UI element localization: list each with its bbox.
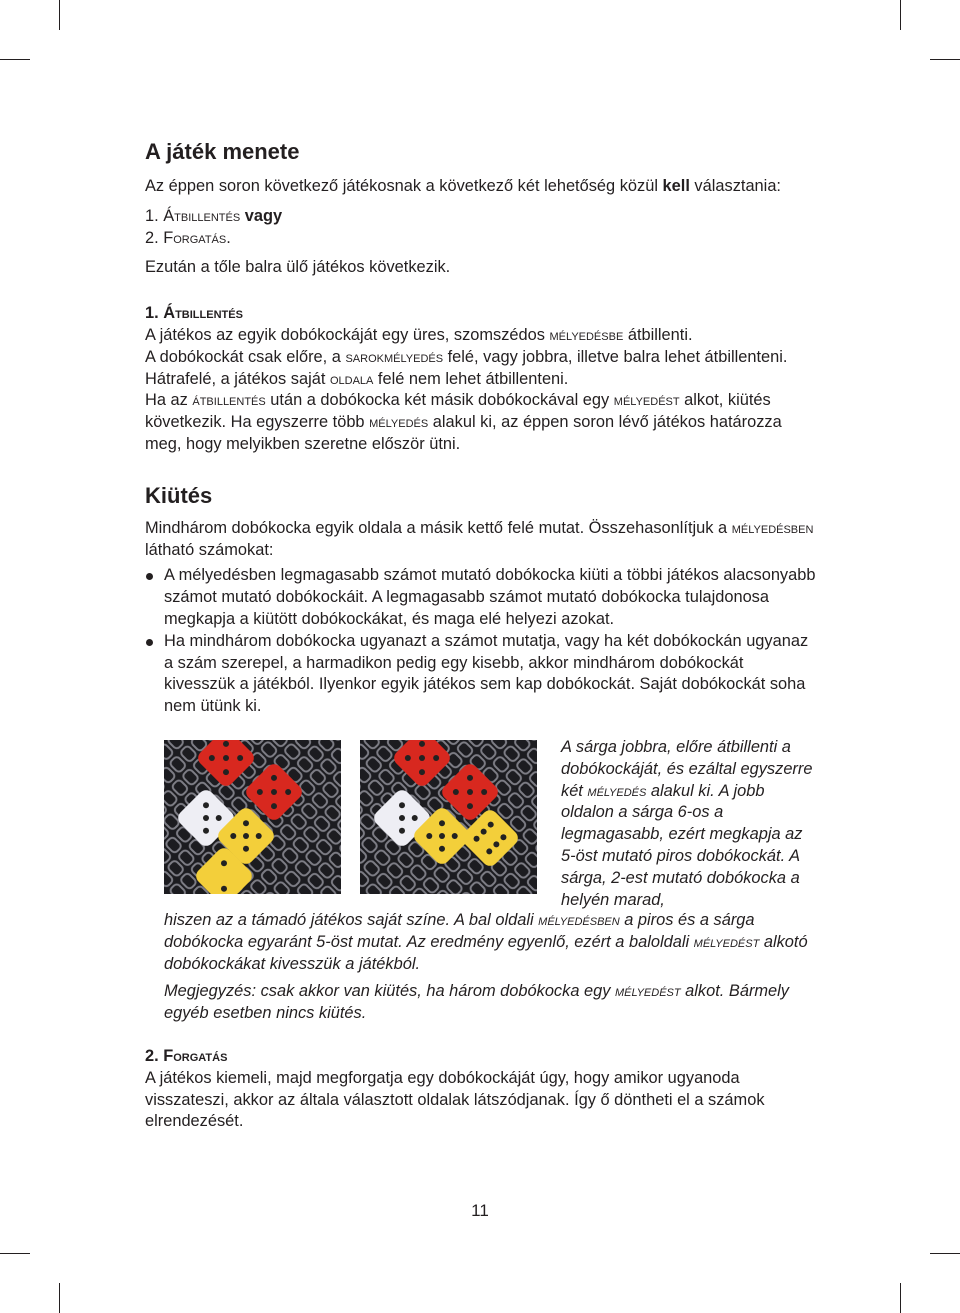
section-2 [145,1046,817,1133]
crop-mark [0,1253,30,1254]
text: 2. [145,228,164,247]
crop-mark [900,1283,901,1313]
term: Átbillentés [163,206,241,225]
text: felé, vagy jobbra, illetve balra lehet átbillenteni. Hátrafelé, a játékos saját [145,347,788,388]
text: választania: [689,177,781,195]
text: után a dobókocka két másik dobókockával egy [265,391,614,410]
section-1-heading [145,303,817,325]
text: alakul ki. A jobb oldalon a sárga 6-os a legmagasabb, ezért megkapja az 5-öst mutató piros dobókockát. A sárga, 2-est mutató dobókocka a helyén marad, [561,781,803,909]
crop-mark [59,1283,60,1313]
text: Mindhárom dobókocka egyik oldala a másik kettő felé mutat. Összehasonlítjuk a [145,518,732,537]
kiutes-heading: Kiütés [145,482,213,508]
next-player-text: Ezután a tőle balra ülő játékos következik. [145,258,451,277]
text: átbillenti. [623,325,693,344]
text: Az éppen soron következő játékosnak a következő két lehetőség közül [145,177,663,195]
term: mélyedésben [731,518,814,537]
term: mélyedést [693,932,760,951]
text: Megjegyzés: csak akkor van kiütés, ha három dobókocka egy [164,982,615,1000]
text: látható számokat: [145,540,274,559]
list-item [145,565,817,630]
text: a piros és a sárga dobókocka egyaránt 5-öst mutat. Az eredmény egyenlő, ezért a baloldali [164,911,755,951]
dice-photo-right [360,740,537,894]
text: alkot, kiütés következik. Ha egyszerre több [145,391,771,432]
dice-photo-left [164,740,341,894]
term: mélyedés [369,413,429,432]
intro-text [145,176,817,198]
crop-mark [900,0,901,30]
text: A dobókockát csak előre, a [145,347,346,366]
text: alakul ki, az éppen soron lévő játékos határozza meg, hogy melyikben szeretne először ütni. [145,413,782,453]
text: . [226,228,231,247]
text: alkotó dobókockákat kivesszük a játékból. [164,932,808,973]
term: sarokmélyedés [345,347,444,366]
crop-mark [0,59,30,60]
text: 1. [145,304,164,323]
text: 2. [145,1047,164,1065]
section-1-line-3 [145,390,817,455]
section-2-heading [145,1046,817,1068]
text: 1. [145,206,164,225]
text: A sárga jobbra, előre átbillenti a dobókockáját, és ezáltal egyszerre két [561,738,813,800]
bold-text: vagy [240,206,283,225]
text: Ha az [145,391,193,410]
section-1-line-2 [145,347,817,391]
term: átbillentés [192,391,266,410]
term: Átbillentés [163,304,243,323]
main-content [145,138,817,718]
term: mélyedés [587,781,647,800]
text: A játékos az egyik dobókockáját egy üres, szomszédos [145,325,550,344]
page-title: A játék menete [145,139,300,164]
term: mélyedést [614,982,681,1000]
crop-mark [930,59,960,60]
bullet-icon [146,639,153,646]
term: Forgatás [163,1047,228,1065]
page-number: 11 [471,1201,489,1220]
text: Ha mindhárom dobókocka ugyanazt a számot mutatja, vagy ha két dobókockán ugyanaz a szám szerepel, a harmadikon pedig egy kisebb, akkor mindhárom dobókockát kivesszük a játékból. Ilyenkor egyik játékos sem kap dobókockát. Saját dobókockát soha nem ütünk ki. [164,631,809,716]
term: mélyedést [613,391,680,410]
kiutes-intro [145,518,817,562]
caption-right [561,737,816,911]
option-2 [145,228,817,250]
section-1-line-1 [145,325,817,347]
text: alkot. Bármely egyéb esetben nincs kiütés. [164,982,790,1022]
crop-mark [930,1253,960,1254]
text: A mélyedésben legmagasabb számot mutató dobókocka kiüti a többi játékos alacsonyabb számot mutató dobókockáit. A legmagasabb számot mutató dobókocka tulajdonosa megkapja a kiütött dobókockákat, és maga elé helyezi azokat. [164,566,816,628]
term: mélyedésben [538,911,620,929]
term: oldala [329,369,374,388]
crop-mark [59,0,60,30]
note [164,981,812,1025]
kiutes-list [145,565,817,718]
list-item [145,631,817,718]
section-2-text: A játékos kiemeli, majd megforgatja egy dobókockáját úgy, hogy amikor ugyanoda visszateszi, akkor az általa választott oldalak látszódjanak. Így ő döntheti el a számok elrendezését. [145,1068,765,1131]
bold-text: kell [662,177,690,195]
text: felé nem lehet átbillenteni. [373,369,569,388]
term: mélyedésbe [549,325,624,344]
option-1 [145,206,817,228]
term: Forgatás [163,228,227,247]
text: hiszen az a támadó játékos saját színe. A bal oldali [164,911,539,929]
bullet-icon [146,573,153,580]
caption-full [164,910,812,975]
